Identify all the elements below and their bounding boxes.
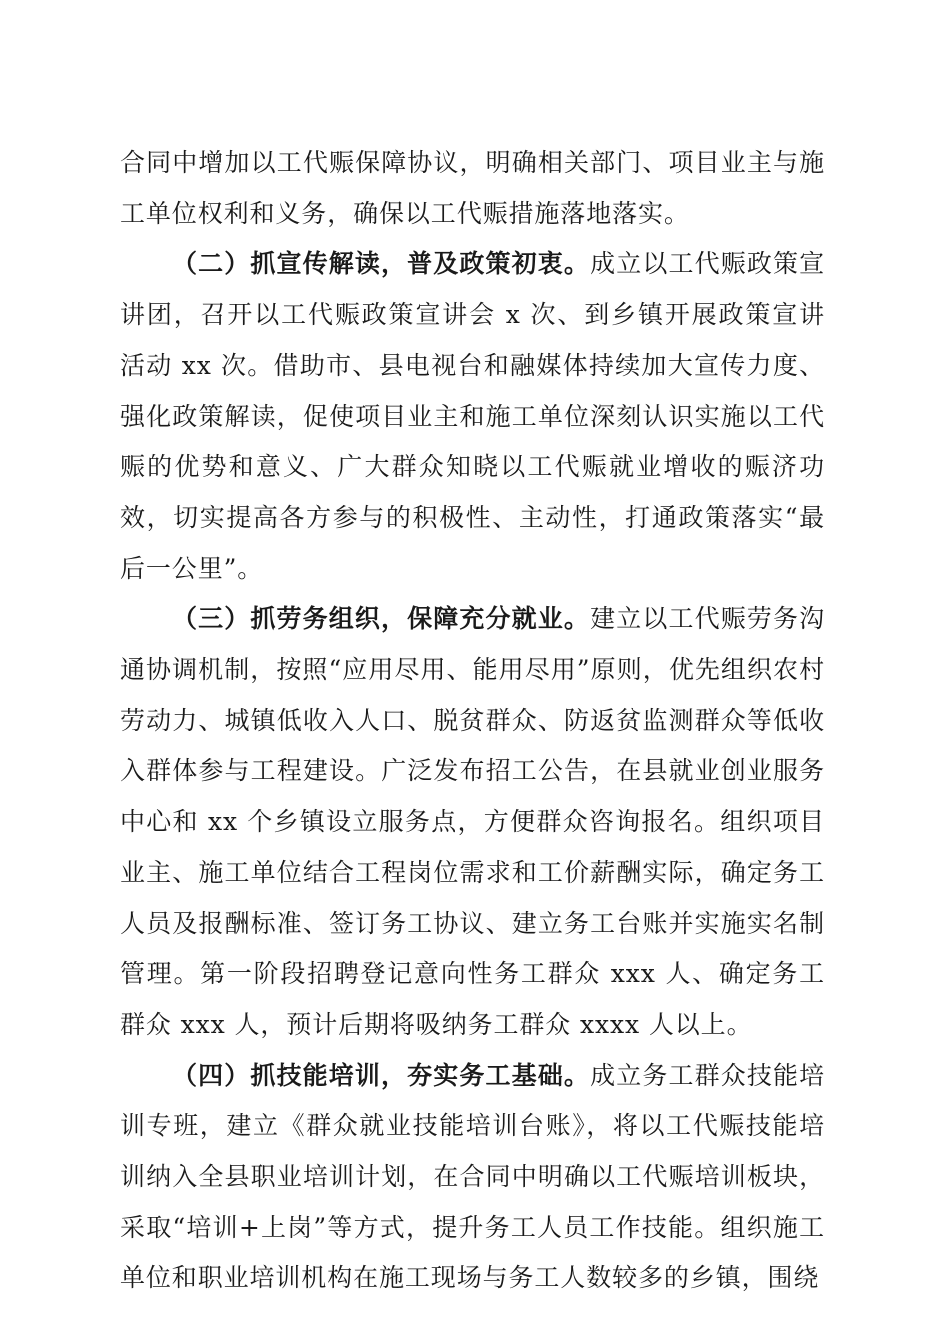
section-heading: （四）抓技能培训，夯实务工基础。 [172, 1060, 591, 1090]
paragraph-body: 成立务工群众技能培训专班，建立《群众就业技能培训台账》，将以工代赈技能培训纳入全县职业培训计划，在合同中明确以工代赈培训板块，采取“培训+上岗”等方式，提升务工人员工作技能。组织施工单位和职业培训机构在施工现场与务工人数较多的乡镇，围绕 [120, 1060, 825, 1293]
document-page [120, 138, 825, 1304]
section-heading: （二）抓宣传解读，普及政策初衷。 [172, 249, 591, 279]
paragraph-body: 建立以工代赈劳务沟通协调机制，按照“应用尽用、能用尽用”原则，优先组织农村劳动力、城镇低收入人口、脱贫群众、防返贫监测群众等低收入群体参与工程建设。广泛发布招工公告，在县就业创业服务中心和 xx 个乡镇设立服务点，方便群众咨询报名。组织项目业主、施工单位结合工程岗位需求和工价薪酬实际，确定务工人员及报酬标准、签订务工协议、建立务工台账并实施实名制管理。第一阶段招聘登记意向性务工群众 xxx 人、确定务工群众 xxx 人，预计后期将吸纳务工群众 xxxx 人以上。 [120, 604, 825, 1039]
paragraph-body: 成立以工代赈政策宣讲团，召开以工代赈政策宣讲会 x 次、到乡镇开展政策宣讲活动 xx 次。借助市、县电视台和融媒体持续加大宣传力度、强化政策解读，促使项目业主和施工单位深刻认识实施以工代赈的优势和意义、广大群众知晓以工代赈就业增收的赈济功效，切实提高各方参与的积极性、主动性，打通政策落实“最后一公里”。 [120, 249, 825, 583]
paragraph-section-2 [120, 239, 825, 594]
paragraph-section-4 [120, 1051, 825, 1305]
paragraph-section-3 [120, 594, 825, 1050]
paragraph-continuation [120, 138, 825, 239]
section-heading: （三）抓劳务组织，保障充分就业。 [172, 604, 591, 634]
paragraph-body: 合同中增加以工代赈保障协议，明确相关部门、项目业主与施工单位权利和义务，确保以工代赈措施落地落实。 [120, 148, 825, 228]
